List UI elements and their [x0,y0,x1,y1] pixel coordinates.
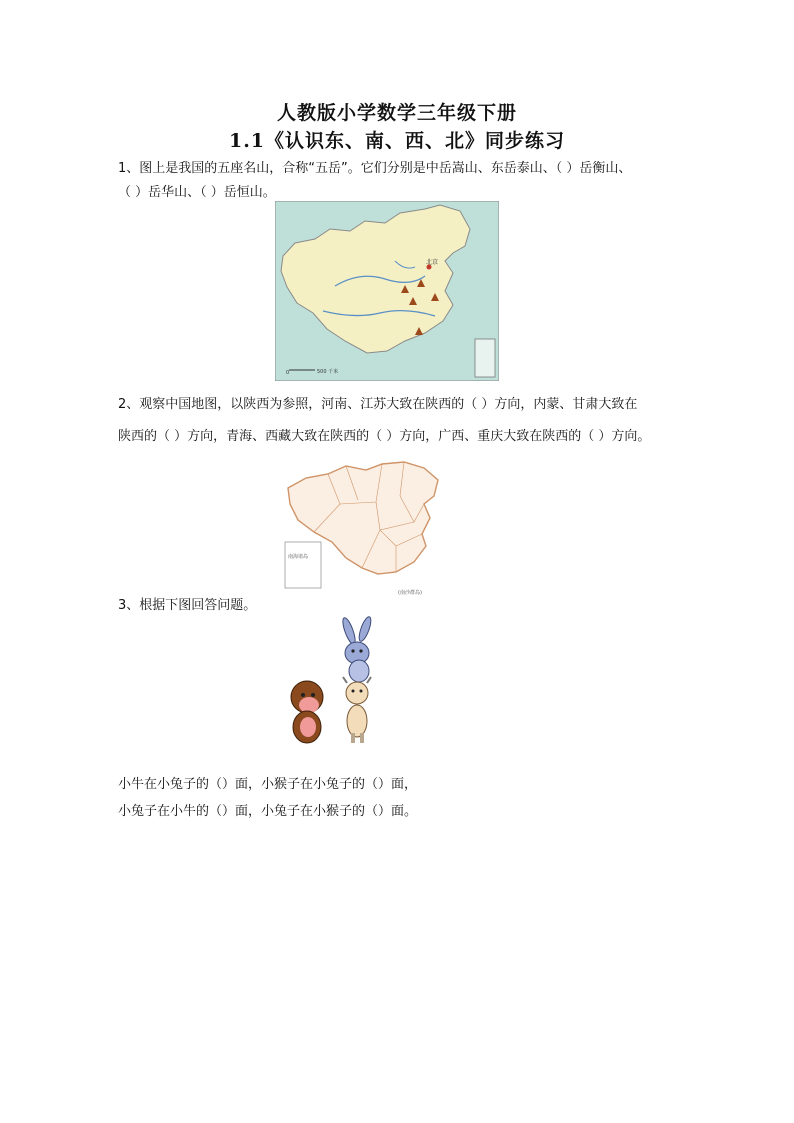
five-mountains-map [275,201,499,381]
south-sea-inset [285,542,321,588]
rabbit-figure [340,615,373,682]
china-provinces-map [284,460,446,598]
inset-label: 南海诸岛 [288,554,309,560]
svg-text:0: 0 [286,370,290,376]
animal-position-picture [285,615,385,747]
south-sea-inset [475,339,495,377]
monkey-figure [291,681,323,743]
capital-label: 北京 [426,259,439,266]
question-3-line-1: 3、根据下图回答问题。 [118,598,257,613]
question-2-line-1: 2、观察中国地图，以陕西为参照，河南、江苏大致在陕西的（ ）方向，内蒙、甘肃大致在 [118,397,638,412]
question-2-line-2: 陕西的（ ）方向，青海、西藏大致在陕西的（ ）方向，广西、重庆大致在陕西的（ ）方向。 [118,429,651,444]
map-note: (南沙群岛) [398,590,422,596]
worksheet-subtitle: 1.1《认识东、南、西、北》同步练习 [228,130,566,152]
scale-label: 500 千米 [317,369,339,375]
calf-figure [343,677,371,743]
question-3-answer-1: 小牛在小兔子的（）面，小猴子在小兔子的（）面， [118,777,418,792]
question-1-line-1: 1、图上是我国的五座名山，合称“五岳”。它们分别是中岳嵩山、东岳泰山、（ ）岳衡山、 [118,161,632,176]
worksheet-title: 人教版小学数学三年级下册 [276,102,517,124]
question-1-line-2: （ ）岳华山、（ ）岳恒山。 [118,185,276,200]
question-3-answer-2: 小兔子在小牛的（）面，小兔子在小猴子的（）面。 [118,804,418,819]
